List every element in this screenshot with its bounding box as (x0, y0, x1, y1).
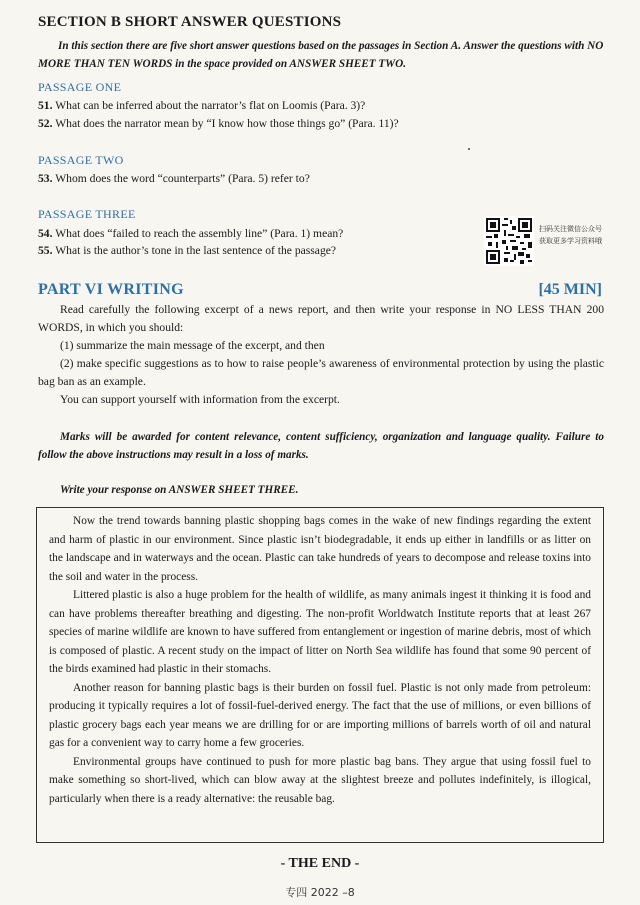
marks-note-text: Marks will be awarded for content relevance, content sufficiency, organization and language quality. Failure to follow the above instructions may result in a loss of marks. (38, 431, 604, 461)
qr-caption-line2: 获取更多学习资料哦 (539, 237, 602, 245)
question-text: What can be inferred about the narrator’s flat on Loomis (Para. 3)? (55, 99, 366, 112)
question-number: 51. (38, 99, 53, 112)
question-text: What does the narrator mean by “I know how those things go” (Para. 11)? (55, 117, 399, 130)
question-number: 54. (38, 227, 53, 240)
answer-sheet-note (38, 481, 604, 499)
excerpt-paragraph: Now the trend towards banning plastic shopping bags comes in the wake of new findings regarding the extent and harm of plastic in our environment. Since plastic isn’t biodegradable, it ends up either in landfills or as litter on the landscape and in waterways and the ocean. Plastic can take hundreds of years to decompose and release toxins into the soil and water in the process. (49, 515, 591, 583)
question-text: What does “failed to reach the assembly line” (Para. 1) mean? (55, 227, 344, 240)
question-54 (38, 226, 343, 242)
answer-sheet-note-text: Write your response on ANSWER SHEET THREE. (60, 484, 299, 496)
speck-dot (468, 148, 470, 150)
question-number: 55. (38, 244, 53, 257)
question-51 (38, 98, 365, 114)
section-b-instruction-text: In this section there are five short answer questions based on the passages in Section A. Answer the questions with NO MORE THAN TEN WORDS in the space provided on ANSWER SHEET TWO. (38, 40, 604, 70)
section-b-title: SECTION B SHORT ANSWER QUESTIONS (38, 14, 342, 30)
question-55 (38, 243, 336, 259)
writing-point-2: (2) make specific suggestions as to how to raise people’s awareness of environmental protection by using the plastic bag ban as an example. (38, 357, 604, 388)
excerpt-paragraph: Environmental groups have continued to push for more plastic bag bans. They argue that using fossil fuel to make something so short-lived, which can blow away at the slightest breeze and pollutes indefinitely, is illogical, particularly when there is a ready alternative: the reusable bag. (49, 755, 591, 805)
qr-caption-line1: 扫码关注微信公众号 (539, 225, 602, 233)
writing-instructions (38, 301, 604, 409)
question-number: 52. (38, 117, 53, 130)
news-excerpt-box (36, 507, 604, 843)
passage-one-heading: PASSAGE ONE (38, 80, 122, 94)
page-footer: 专四 2022 –8 (285, 886, 355, 899)
qr-caption (539, 223, 602, 247)
excerpt-paragraph: Another reason for banning plastic bags is their burden on fossil fuel. Plastic is not only made from petroleum: producing it typically requires a lot of fossil-fuel-derived energy. The fact that the use of millions, or even billions of plastic grocery bags each year means we are drilling for or are importing millions of barrels worth of oil and natural gas for a convenient way to carry home a few groceries. (49, 681, 591, 749)
writing-support: You can support yourself with information from the excerpt. (60, 393, 340, 406)
question-text: What is the author’s tone in the last sentence of the passage? (55, 244, 337, 257)
passage-three-heading: PASSAGE THREE (38, 207, 136, 221)
question-text: Whom does the word “counterparts” (Para. 5) refer to? (55, 172, 310, 185)
qr-code-icon (484, 216, 534, 266)
marks-note (38, 428, 604, 464)
part-six-title: PART VI WRITING (38, 281, 184, 298)
writing-point-1: (1) summarize the main message of the excerpt, and then (60, 339, 325, 352)
section-b-instruction (38, 37, 604, 73)
question-52 (38, 116, 399, 132)
passage-two-heading: PASSAGE TWO (38, 153, 124, 167)
question-53 (38, 171, 310, 187)
the-end-marker: - THE END - (280, 856, 360, 871)
writing-intro: Read carefully the following excerpt of a news report, and then write your response in NO LESS THAN 200 WORDS, in which you should: (38, 303, 604, 334)
question-number: 53. (38, 172, 53, 185)
part-six-time: [45 MIN] (538, 281, 602, 298)
excerpt-paragraph: Littered plastic is also a huge problem for the health of wildlife, as many animals ingest it thinking it is food and can have problems thereafter breathing and digesting. The non-profit Worldwatch Institute reports that at least 267 species of marine wildlife are known to have suffered from entanglement or ingestion of marine debris, most of which is composed of plastic. A recent study on the impact of litter on North Sea wildlife has found that some 90 percent of the birds examined had plastic in their stomachs. (49, 589, 591, 675)
